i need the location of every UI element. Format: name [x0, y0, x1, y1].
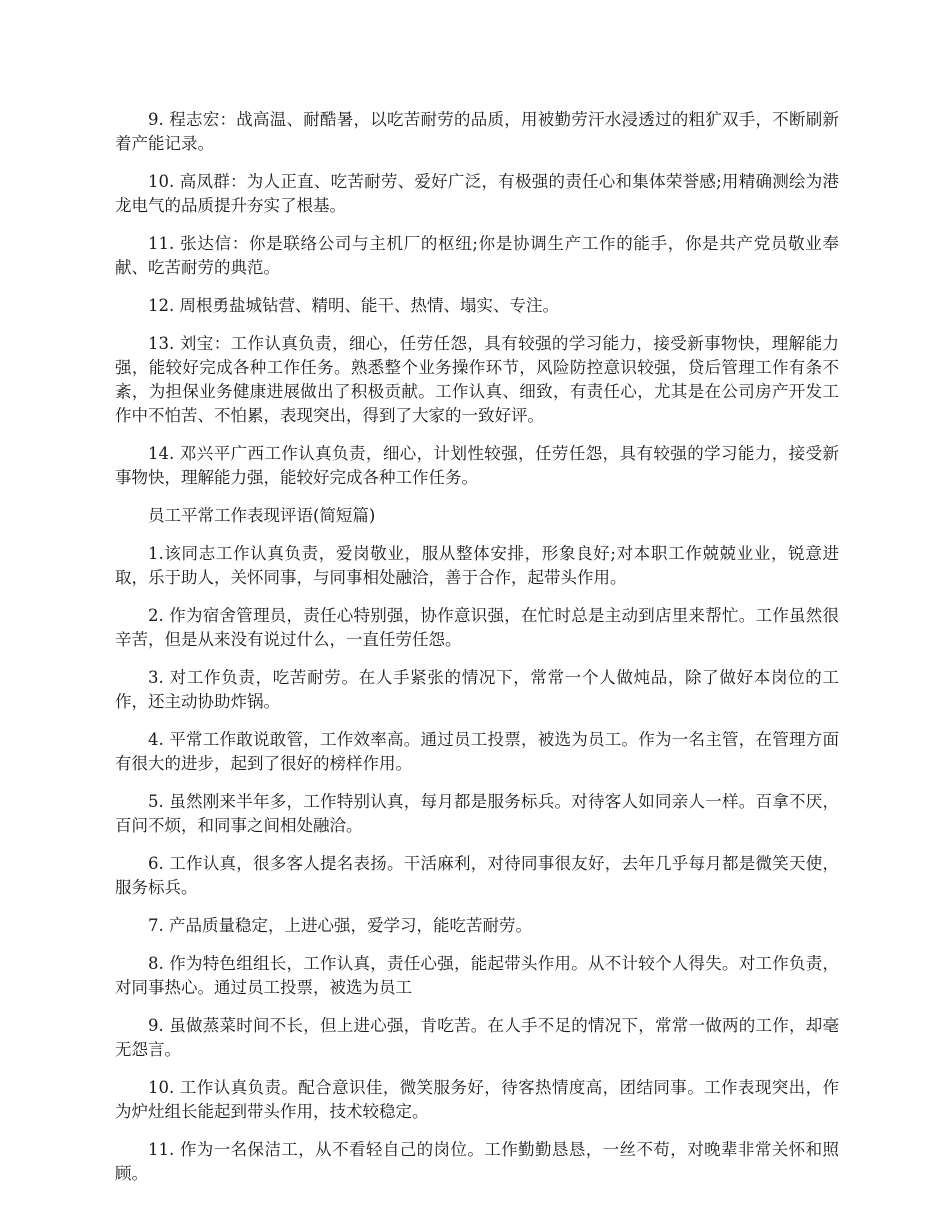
paragraph-evaluation-13-liu: 13. 刘宝：工作认真负责，细心，任劳任怨，具有较强的学习能力，接受新事物快，理解能力强，能较好完成各种工作任务。熟悉整个业务操作环节，风险防控意识较强，贷后管理工作有条不紊，为担保业务健康进展做出了积极贡献。工作认真、细致，有责任心，尤其是在公司房产开发工作中不怕苦、不怕累，表现突出，得到了大家的一致好评。	[115, 334, 839, 425]
paragraph-short-3: 3. 对工作负责，吃苦耐劳。在人手紧张的情况下，常常一个人做炖品，除了做好本岗位的工作，还主动协助炸锅。	[115, 668, 839, 711]
paragraph-short-1: 1.该同志工作认真负责，爱岗敬业，服从整体安排，形象良好;对本职工作兢兢业业，锐意进取，乐于助人，关怀同事，与同事相处融洽，善于合作，起带头作用。	[115, 544, 839, 587]
paragraph-short-5: 5. 虽然刚来半年多，工作特别认真，每月都是服务标兵。对待客人如同亲人一样。百拿不厌，百问不烦，和同事之间相处融洽。	[115, 792, 839, 835]
paragraph-short-10: 10. 工作认真负责。配合意识佳，微笑服务好，待客热情度高，团结同事。工作表现突出，作为炉灶组长能起到带头作用，技术较稳定。	[115, 1078, 839, 1121]
paragraph-evaluation-9-cheng: 9. 程志宏：战高温、耐酷暑，以吃苦耐劳的品质，用被勤劳汗水浸透过的粗犷双手，不断刷新着产能记录。	[115, 110, 839, 153]
document-body	[115, 108, 839, 1200]
paragraph-evaluation-14-deng: 14. 邓兴平广西工作认真负责，细心，计划性较强，任劳任怨，具有较强的学习能力，接受新事物快，理解能力强，能较好完成各种工作任务。	[115, 444, 839, 487]
section-heading: 员工平常工作表现评语(简短篇)	[148, 506, 376, 525]
paragraph-evaluation-12-zhou: 12. 周根勇盐城钻营、精明、能干、热情、塌实、专注。	[148, 296, 559, 315]
paragraph-short-2: 2. 作为宿舍管理员，责任心特别强，协作意识强，在忙时总是主动到店里来帮忙。工作虽然很辛苦，但是从来没有说过什么，一直任劳任怨。	[115, 606, 839, 649]
paragraph-short-4: 4. 平常工作敢说敢管，工作效率高。通过员工投票，被选为员工。作为一名主管，在管理方面有很大的进步，起到了很好的榜样作用。	[115, 730, 839, 773]
paragraph-short-9: 9. 虽做蒸菜时间不长，但上进心强，肯吃苦。在人手不足的情况下，常常一做两的工作，却毫无怨言。	[115, 1016, 839, 1059]
paragraph-short-8: 8. 作为特色组组长，工作认真，责任心强，能起带头作用。从不计较个人得失。对工作负责，对同事热心。通过员工投票，被选为员工	[115, 954, 839, 997]
paragraph-evaluation-10-gao: 10. 高凤群：为人正直、吃苦耐劳、爱好广泛，有极强的责任心和集体荣誉感;用精确测绘为港龙电气的品质提升夯实了根基。	[115, 172, 839, 215]
paragraph-short-6: 6. 工作认真，很多客人提名表扬。干活麻利，对待同事很友好，去年几乎每月都是微笑天使，服务标兵。	[115, 854, 839, 897]
paragraph-short-7: 7. 产品质量稳定，上进心强，爱学习，能吃苦耐劳。	[148, 916, 532, 935]
paragraph-evaluation-11-zhang: 11. 张达信：你是联络公司与主机厂的枢纽;你是协调生产工作的能手，你是共产党员敬业奉献、吃苦耐劳的典范。	[115, 234, 839, 277]
paragraph-short-11: 11. 作为一名保洁工，从不看轻自己的岗位。工作勤勤恳恳，一丝不苟，对晚辈非常关怀和照顾。	[115, 1140, 839, 1183]
